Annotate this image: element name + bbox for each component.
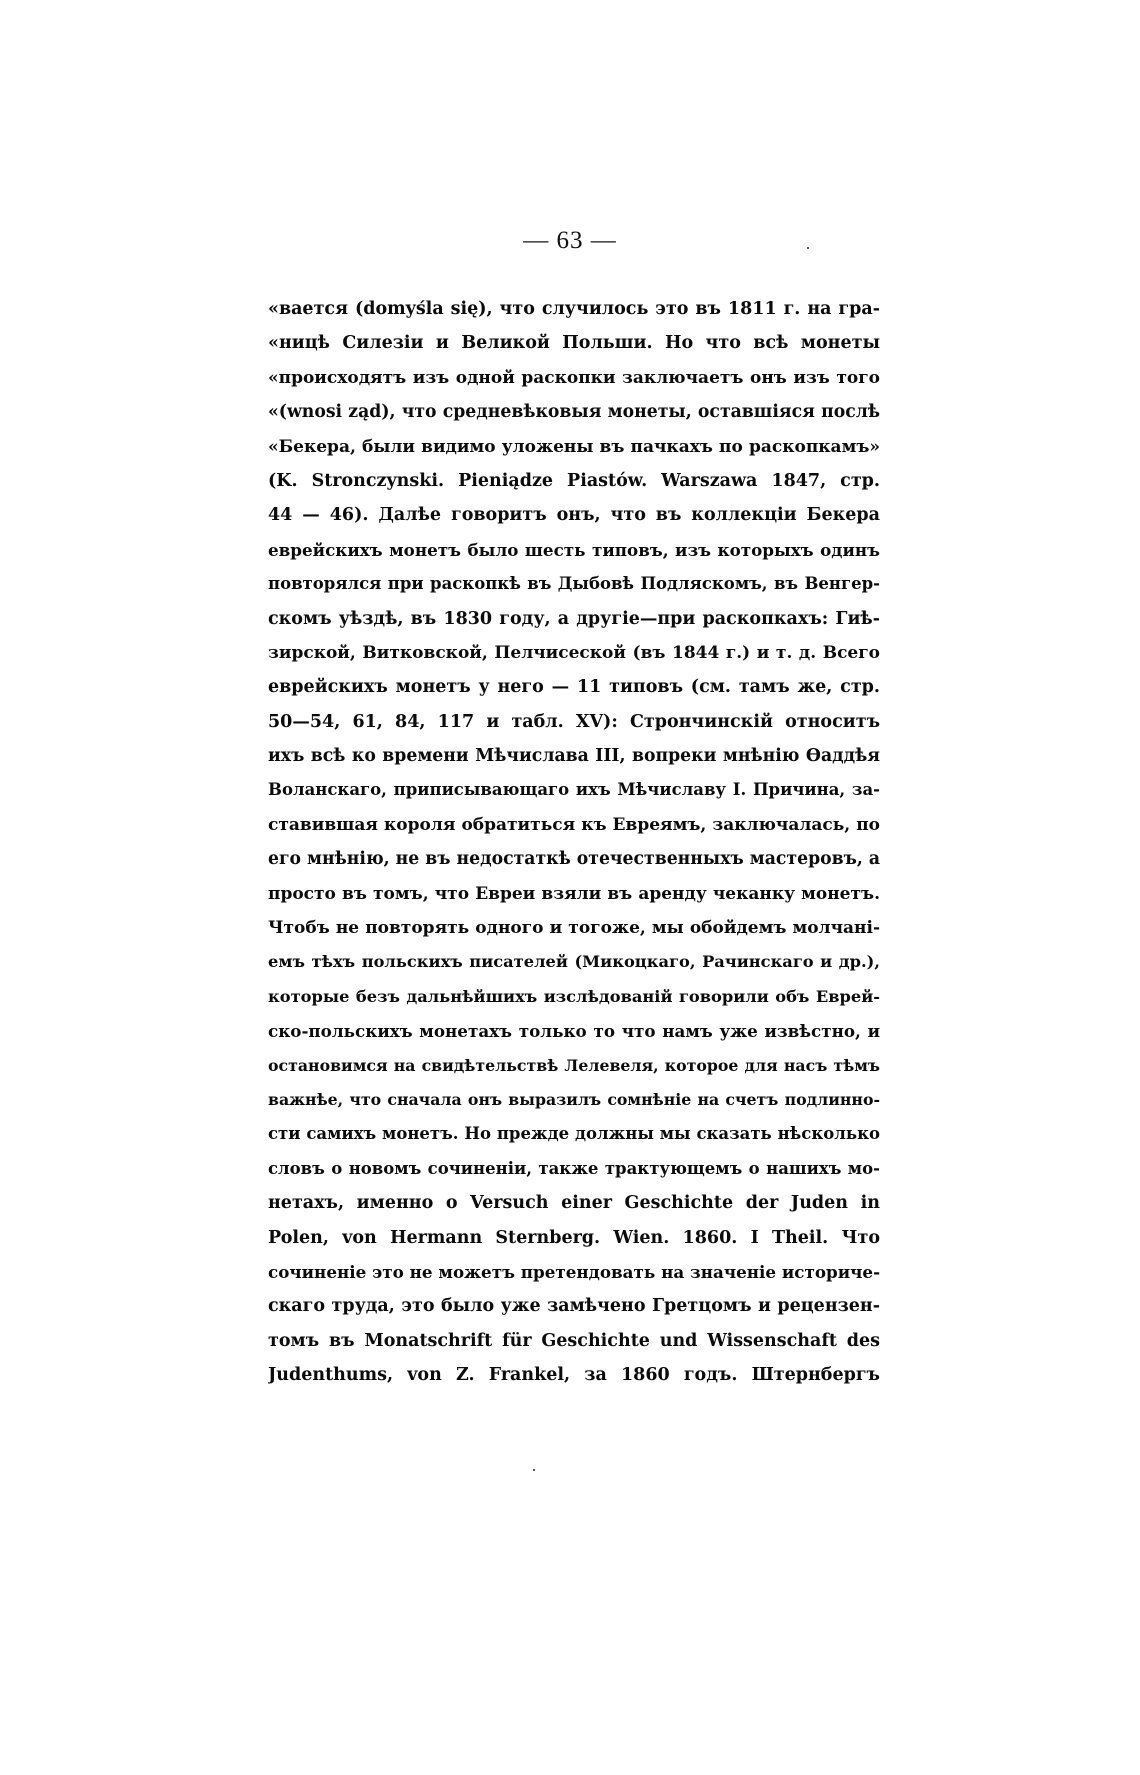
text-line: еврейскихъ монетъ было шесть типовъ, изъ которыхъ одинъ (268, 539, 880, 560)
text-line: «вается (domyśla się), что случилось это въ 1811 г. на гра- (268, 299, 880, 319)
text-line: Polen, von Hermann Sternberg. Wien. 1860. I Theil. Что (268, 1227, 880, 1248)
text-line: сти самихъ монетъ. Но прежде должны мы сказать нѣсколько (268, 1124, 880, 1144)
text-line: Чтобъ не повторять одного и тогоже, мы обойдемъ молчані- (268, 918, 880, 939)
text-line: емъ тѣхъ польскихъ писателей (Микоцкаго, Рачинскаго и др.), (268, 952, 880, 972)
text-line: (K. Stronczynski. Pieniądze Piastów. Warszawa 1847, стр. (268, 470, 880, 491)
text-line: еврейскихъ монетъ у него — 11 типовъ (см. тамъ же, стр. (268, 677, 880, 698)
text-line: зирской, Витковской, Пелчисеской (въ 1844 г.) и т. д. Всего (268, 642, 880, 663)
text-line: Judenthums, von Z. Frankel, за 1860 годъ. Штернбергъ (268, 1365, 880, 1386)
text-line: томъ въ Monatschrift für Geschichte und Wissenschaft des (268, 1330, 880, 1351)
text-line: которые безъ дальнѣйшихъ изслѣдованій говорили объ Еврей- (268, 986, 880, 1006)
text-line: ско-польскихъ монетахъ только то что намъ уже извѣстно, и (268, 1021, 880, 1042)
text-line: «ницѣ Силезіи и Великой Польши. Но что всѣ монеты (268, 333, 880, 354)
text-line: 44 — 46). Далѣе говоритъ онъ, что въ коллекціи Бекера (268, 505, 880, 526)
text-line: 50—54, 61, 84, 117 и табл. XV): Стрончинскій относитъ (268, 711, 880, 732)
text-line: его мнѣнію, не въ недостаткѣ отечественныхъ мастеровъ, а (268, 849, 880, 870)
text-line: «Бекера, были видимо уложены въ пачкахъ по раскопкамъ» (268, 436, 880, 457)
text-line: нетахъ, именно о Versuch einer Geschichte der Juden in (268, 1193, 880, 1214)
text-line: скомъ уѣздѣ, въ 1830 году, а другіе—при раскопкахъ: Гиѣ- (268, 608, 880, 629)
text-line: словъ о новомъ сочиненіи, также трактующемъ о нашихъ мо- (268, 1158, 880, 1178)
text-line: Воланскаго, приписывающаго ихъ Мѣчиславу I. Причина, за- (268, 780, 880, 800)
text-line: «(wnosi ząd), что средневѣковыя монеты, оставшіяся послѣ (268, 402, 880, 423)
text-line: сочиненіе это не можетъ претендовать на значеніе историче- (268, 1261, 880, 1282)
text-line: важнѣе, что сначала онъ выразилъ сомнѣніе на счетъ подлинно- (268, 1089, 880, 1109)
body-text (268, 292, 880, 1393)
text-line: скаго труда, это было уже замѣчено Гретцомъ и рецензен- (268, 1296, 880, 1317)
text-line: просто въ томъ, что Евреи взяли въ аренду чеканку монетъ. (268, 883, 880, 904)
scan-speck (533, 1469, 535, 1471)
scan-speck (807, 247, 809, 249)
text-line: остановимся на свидѣтельствѣ Лелевеля, которое для насъ тѣмъ (268, 1055, 880, 1075)
text-line: ставившая короля обратиться къ Евреямъ, заключалась, по (268, 814, 880, 835)
text-line: ихъ всѣ ко времени Мѣчислава III, вопреки мнѣнію Ѳаддѣя (268, 746, 880, 767)
text-line: повторялся при раскопкѣ въ Дыбовѣ Подляскомъ, въ Венгер- (268, 574, 880, 594)
text-line: «происходятъ изъ одной раскопки заключаетъ онъ изъ того (268, 367, 880, 388)
page-number: — 63 — (523, 227, 617, 254)
